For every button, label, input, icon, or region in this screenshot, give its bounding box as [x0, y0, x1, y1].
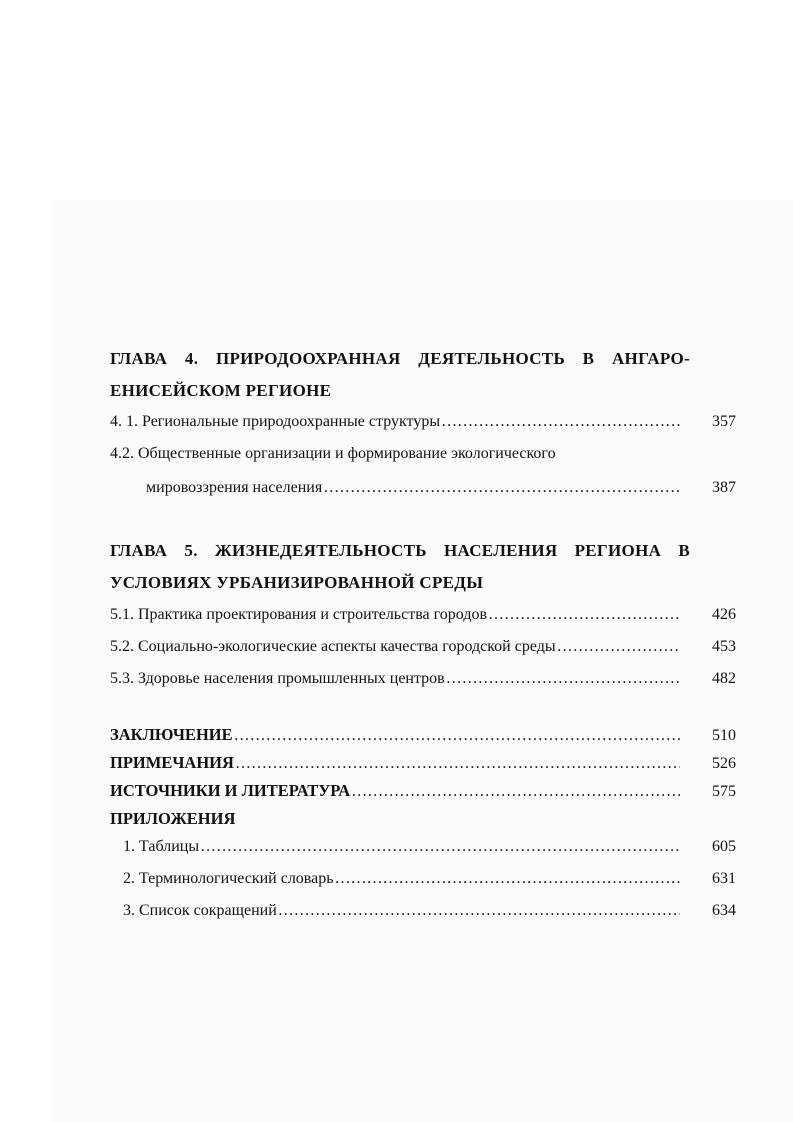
toc-entry-page: 634 [712, 902, 736, 919]
toc-entry-appendix-2[interactable] [123, 868, 736, 890]
toc-entry-page: 510 [712, 727, 736, 744]
toc-entry-page: 426 [712, 606, 736, 623]
toc-entry-label: 4. 1. Региональные природоохранные структуры [110, 413, 441, 430]
scan-background [52, 200, 793, 1122]
toc-entry-label: 1. Таблицы [123, 838, 200, 855]
leader-dots [351, 781, 680, 803]
toc-entry-page: 387 [712, 479, 736, 496]
toc-entry-page: 357 [712, 413, 736, 430]
leader-dots [323, 477, 680, 499]
toc-entry-page: 575 [712, 783, 736, 800]
leader-dots [446, 668, 680, 690]
toc-entry-page: 631 [712, 870, 736, 887]
toc-entry-5-3[interactable] [110, 668, 736, 690]
toc-entry-4-1[interactable] [110, 411, 736, 433]
toc-entry-label: ПРИМЕЧАНИЯ [110, 753, 234, 772]
leader-dots [235, 753, 680, 775]
toc-entry-label: ИСТОЧНИКИ И ЛИТЕРАТУРА [110, 781, 351, 800]
toc-entry-label: ЗАКЛЮЧЕНИЕ [110, 725, 233, 744]
toc-entry-label: мировоззрения населения [146, 479, 323, 496]
toc-entry-appendix-1[interactable] [123, 836, 736, 858]
toc-entry-label: 5.3. Здоровье населения промышленных центров [110, 670, 445, 687]
chapter4-title-line1: ГЛАВА 4. ПРИРОДООХРАННАЯ ДЕЯТЕЛЬНОСТЬ В АНГАРО- [110, 349, 690, 368]
chapter5-title-line2: УСЛОВИЯХ УРБАНИЗИРОВАННОЙ СРЕДЫ [110, 573, 484, 592]
toc-entry-page: 482 [712, 670, 736, 687]
toc-entry-page: 605 [712, 838, 736, 855]
toc-entry-4-2[interactable] [146, 477, 736, 499]
toc-entry-notes[interactable] [110, 752, 736, 774]
toc-entry-page: 526 [712, 755, 736, 772]
toc-entry-5-2[interactable] [110, 636, 736, 658]
toc-entry-sources[interactable] [110, 780, 736, 802]
toc-entry-appendix-3[interactable] [123, 900, 736, 922]
leader-dots [557, 636, 680, 658]
toc-entry-conclusion[interactable] [110, 724, 736, 746]
leader-dots [335, 868, 680, 890]
toc-entry-label: ПРИЛОЖЕНИЯ [110, 809, 236, 828]
toc-entry-label: 2. Терминологический словарь [123, 870, 334, 887]
toc-entry-label: 5.2. Социально-экологические аспекты качества городской среды [110, 638, 556, 655]
toc-entry-5-1[interactable] [110, 604, 736, 626]
toc-entry-page: 453 [712, 638, 736, 655]
leader-dots [200, 836, 680, 858]
leader-dots [441, 411, 680, 433]
leader-dots [488, 604, 680, 626]
leader-dots [278, 900, 680, 922]
leader-dots [234, 725, 680, 747]
toc-entry-4-2-line1[interactable]: 4.2. Общественные организации и формирование экологического [110, 445, 556, 462]
chapter4-title-line2: ЕНИСЕЙСКОМ РЕГИОНЕ [110, 381, 332, 400]
chapter5-title-line1: ГЛАВА 5. ЖИЗНЕДЕЯТЕЛЬНОСТЬ НАСЕЛЕНИЯ РЕГИОНА В [110, 541, 690, 560]
toc-entry-label: 3. Список сокращений [123, 902, 277, 919]
toc-entry-label: 5.1. Практика проектирования и строительства городов [110, 606, 488, 623]
toc-entry-appendices-title[interactable] [110, 808, 736, 830]
